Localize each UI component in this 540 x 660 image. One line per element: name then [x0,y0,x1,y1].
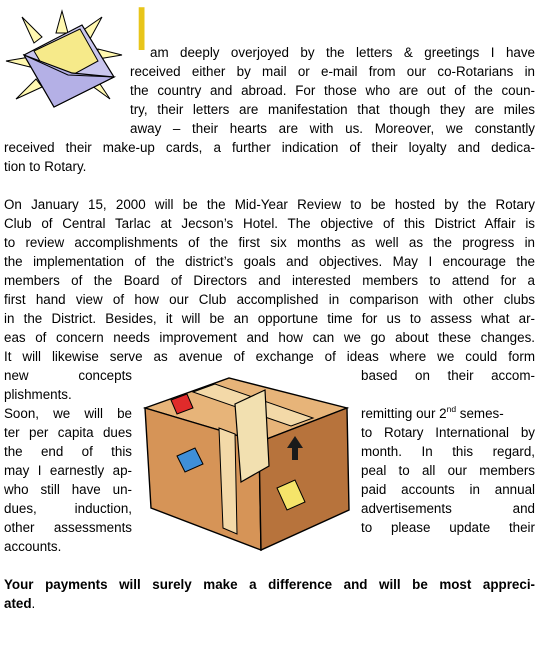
wrap-left-line-5: the end of this [4,444,132,459]
envelope-clipart [2,3,130,115]
paragraph-2-line-2: Club of Central Tarlac at Jecson’s Hotel. The objective of this District Affair is [4,216,535,231]
paragraph-1-line-3: the country and abroad. For those who are out of the coun- [130,83,535,98]
drop-cap-letter: I [133,0,151,64]
closing-line-1: Your payments will surely make a difference and will be most appreci- [4,577,535,592]
wrap-right-line-4: to Rotary International by [361,425,535,440]
closing-line-2 [4,594,35,613]
paragraph-2-line-5: members of the Board of Directors and interested members to attend for a [4,273,535,288]
ordinal-superscript: nd [446,404,457,414]
paragraph-1-line-1: am deeply overjoyed by the letters & greetings I have [150,45,535,60]
wrap-left-line-10: accounts. [4,539,62,554]
paragraph-2-line-4: the implementation of the district’s goals and objectives. May I encourage the [4,254,535,269]
wrap-right-line-1: based on their accom- [361,368,535,383]
wrap-left-line-8: dues, induction, [4,501,132,516]
paragraph-1-line-6: received their make-up cards, a further indication of their loyalty and dedica- [4,140,535,155]
paragraph-2-line-1: On January 15, 2000 will be the Mid-Year Review to be hosted by the Rotary [4,197,535,212]
paragraph-2-line-8: eas of concern needs improvement and how can we go about these changes. [4,330,535,345]
paragraph-1-line-2: received either by mail or e-mail from our co-Rotarians in [130,64,535,79]
wrap-left-line-6: may I earnestly ap- [4,463,132,478]
paragraph-1-line-5: away – their hearts are with us. Moreover, we constantly [130,121,535,136]
wrap-left-line-3: Soon, we will be [4,406,132,421]
wrap-right-line-6: peal to all our members [361,463,535,478]
wrap-right-line-7: paid accounts in annual [361,482,535,497]
wrap-right-line-3 [361,404,535,423]
paragraph-1-line-7: tion to Rotary. [4,159,87,174]
wrap-left-line-9: other assessments [4,520,132,535]
wrap-left-line-2: plishments. [4,387,72,402]
wrap-right-line-5: month. In this regard, [361,444,535,459]
wrap-left-line-1: new concepts [4,368,132,383]
paragraph-2-line-3: to review accomplishments of the first six months as well as the progress in [4,235,535,250]
paragraph-2-line-9: It will likewise serve as avenue of exchange of ideas where we could form [4,349,535,364]
wrap-left-line-4: ter per capita dues [4,425,132,440]
box-flap [235,390,269,482]
closing-period: . [31,596,36,611]
paragraph-1-line-4: try, their letters are manifestation that though they are miles [130,102,535,117]
paragraph-2-line-7: in the District. Besides, it will be an opportune time for us to assess what ar- [4,311,535,326]
paragraph-2-line-6: first hand view of how our Club accomplished in comparison with other clubs [4,292,535,307]
closing-line-2-text: ated [4,596,32,611]
wrap-right-line-8: advertisements and [361,501,535,516]
cardboard-box-clipart [137,370,359,558]
wrap-right-line-9: to please update their [361,520,535,535]
wrap-right-line-3-suffix: semes- [456,406,504,421]
wrap-left-line-7: who still have un- [4,482,132,497]
wrap-right-line-3-text: remitting our 2 [361,406,447,421]
